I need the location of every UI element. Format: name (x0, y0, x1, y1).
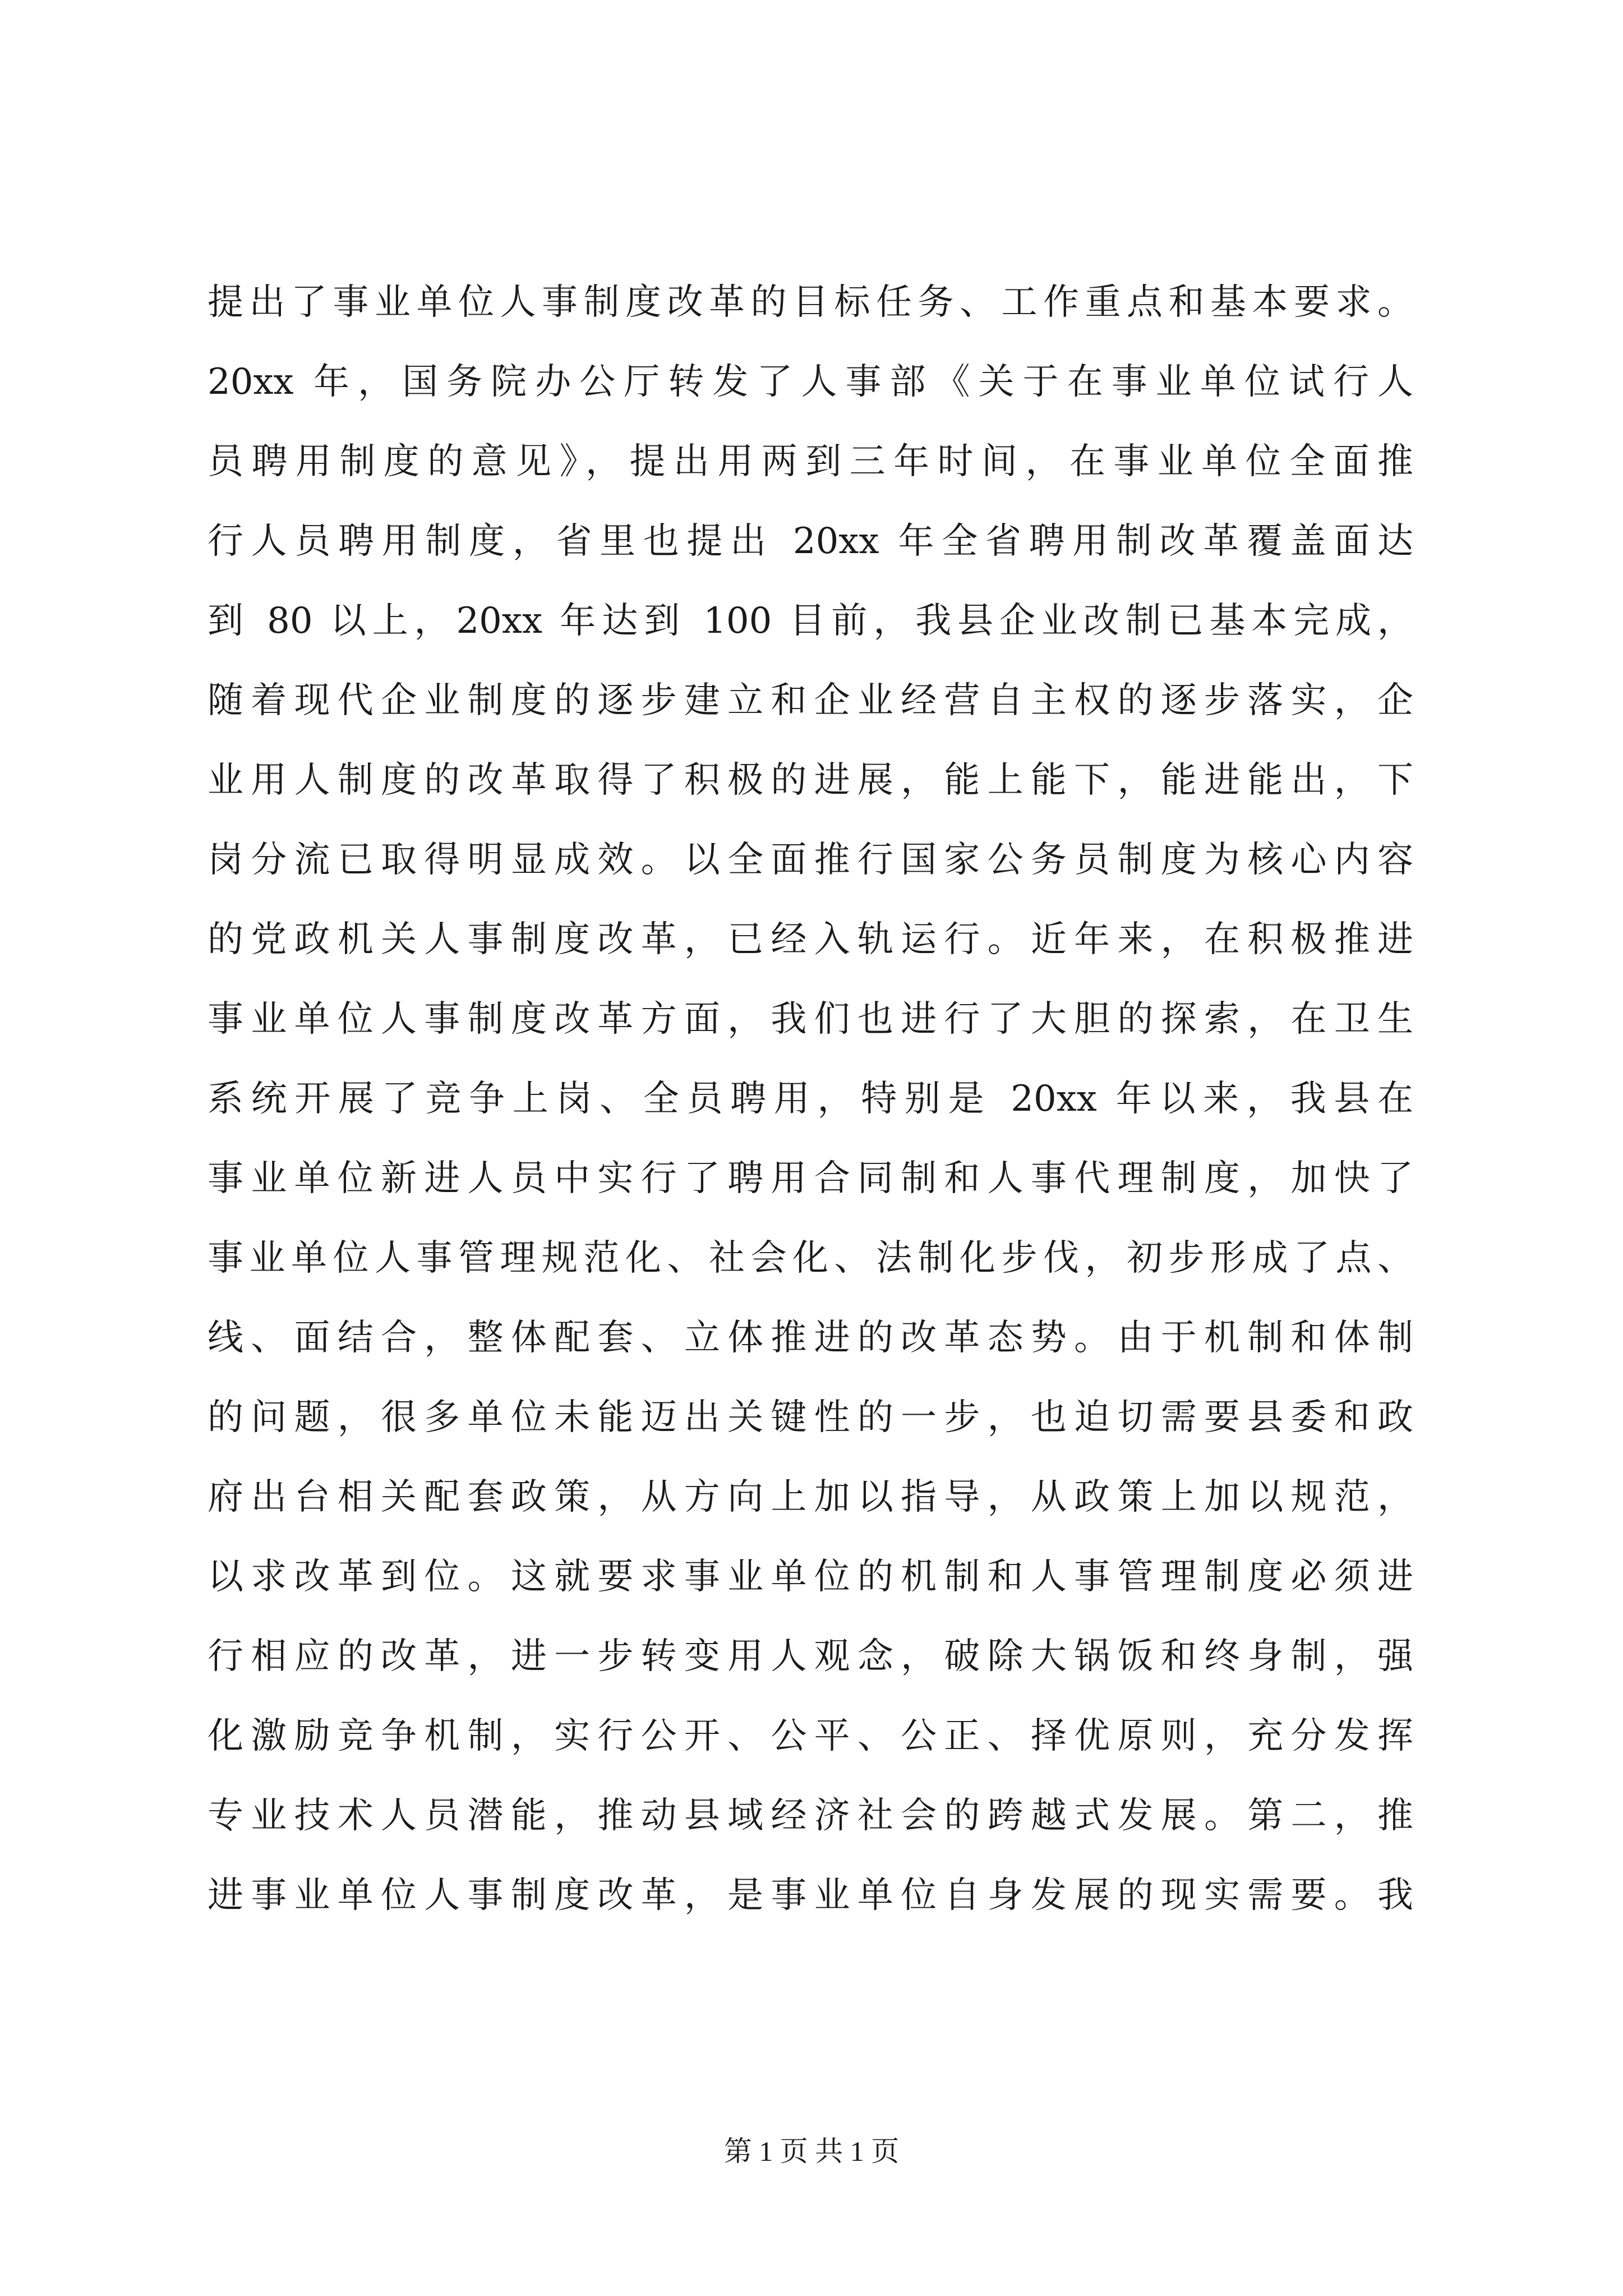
text-line: 随着现代企业制度的逐步建立和企业经营自主权的逐步落实，企 (208, 680, 1413, 721)
text-line: 化激励竞争机制，实行公开、公平、公正、择优原则，充分发挥 (208, 1715, 1413, 1757)
text-line: 的党政机关人事制度改革，已经入轨运行。近年来，在积极推进 (208, 919, 1413, 960)
text-line: 到 80 以上，20xx 年达到 100 目前，我县企业改制已基本完成， (208, 600, 1413, 642)
text-line: 线、面结合，整体配套、立体推进的改革态势。由于机制和体制 (208, 1317, 1413, 1359)
text-line: 的问题，很多单位未能迈出关键性的一步，也迫切需要县委和政 (208, 1397, 1413, 1438)
text-line: 提出了事业单位人事制度改革的目标任务、工作重点和基本要求。 (208, 282, 1413, 323)
text-line: 行人员聘用制度，省里也提出 20xx 年全省聘用制改革覆盖面达 (208, 521, 1413, 562)
text-line: 事业单位人事管理规范化、社会化、法制化步伐，初步形成了点、 (208, 1237, 1413, 1279)
text-line: 专业技术人员潜能，推动县域经济社会的跨越式发展。第二，推 (208, 1795, 1413, 1837)
text-line: 员聘用制度的意见》，提出用两到三年时间，在事业单位全面推 (208, 441, 1413, 482)
text-line: 事业单位人事制度改革方面，我们也进行了大胆的探索，在卫生 (208, 999, 1413, 1040)
text-line: 以求改革到位。这就要求事业单位的机制和人事管理制度必须进 (208, 1556, 1413, 1598)
text-line: 岗分流已取得明显成效。以全面推行国家公务员制度为核心内容 (208, 839, 1413, 881)
text-line: 进事业单位人事制度改革，是事业单位自身发展的现实需要。我 (208, 1875, 1413, 1916)
text-line: 20xx 年，国务院办公厅转发了人事部《关于在事业单位试行人 (208, 361, 1413, 403)
text-line: 业用人制度的改革取得了积极的进展，能上能下，能进能出，下 (208, 760, 1413, 801)
text-line: 事业单位新进人员中实行了聘用合同制和人事代理制度，加快了 (208, 1158, 1413, 1199)
page-footer: 第 1 页 共 1 页 (723, 2136, 900, 2167)
text-line: 府出台相关配套政策，从方向上加以指导，从政策上加以规范， (208, 1476, 1413, 1518)
text-line: 行相应的改革，进一步转变用人观念，破除大锅饭和终身制，强 (208, 1636, 1413, 1677)
body-text (208, 263, 1413, 1935)
text-line: 系统开展了竞争上岗、全员聘用，特别是 20xx 年以来，我县在 (208, 1078, 1413, 1120)
